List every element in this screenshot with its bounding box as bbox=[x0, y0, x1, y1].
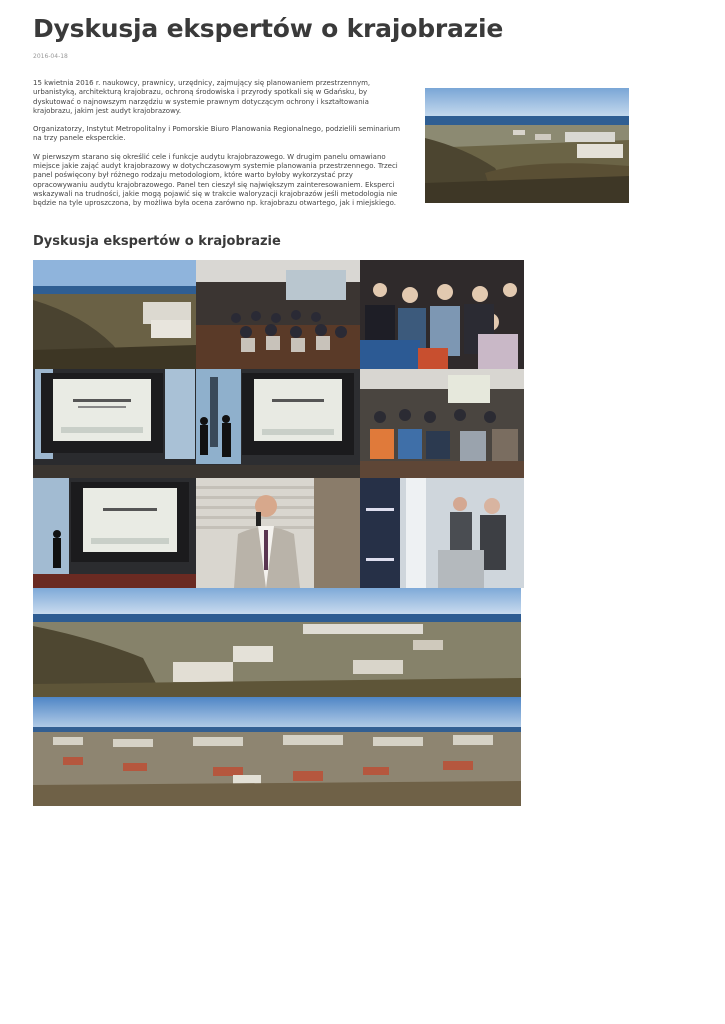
article-paragraph: W pierwszym starano się określić cele i funkcje audytu krajobrazowego. W drugim panelu omawiano miejsce jakie zająć audyt krajobrazowy w dotychczasowym systemie planowania przestrzennego. Trzeci panel poświęcony był różnego rodzaju metodologiom, które warto byłoby wykorzystać przy opracowywaniu audytu krajobrazowego. Panel ten cieszył się największym zainteresowaniem. Eksperci wskazywali na trudności, jakie mogą pojawić się w trakcie waloryzacji krajobrazów jeśli metodologia nie będzie na tyle uproszczona, by możliwa była ocena zarówno np. krajobrazu otwartego, jak i miejskiego. bbox=[33, 152, 398, 208]
gallery-photo[interactable] bbox=[33, 260, 196, 369]
article-paragraph: 15 kwietnia 2016 r. naukowcy, prawnicy, urzędnicy, zajmujący się planowaniem przestrzennym, urbanistyką, architekturą krajobrazu, ochroną środowiska i przyrody spotkali się w Gdańsku, by dyskutować o najnowszym narzędziu w systemie prawnym dotyczącym ochrony i kształtowania krajobrazu, jakim jest audyt krajobrazowy. bbox=[33, 79, 371, 115]
photo-gallery bbox=[33, 260, 524, 806]
gallery-photo[interactable] bbox=[196, 260, 360, 369]
article-title: Dyskusja ekspertów o krajobrazie bbox=[33, 14, 504, 43]
feature-photo-landscape[interactable] bbox=[425, 88, 629, 203]
gallery-photo[interactable] bbox=[33, 588, 521, 697]
gallery-photo[interactable] bbox=[33, 478, 196, 588]
gallery-photo[interactable] bbox=[360, 369, 524, 478]
gallery-photo[interactable] bbox=[196, 478, 360, 588]
gallery-photo[interactable] bbox=[33, 697, 521, 806]
gallery-photo[interactable] bbox=[360, 478, 524, 588]
gallery-photo[interactable] bbox=[33, 369, 196, 478]
article-paragraph: Organizatorzy, Instytut Metropolitalny i Pomorskie Biuro Planowania Regionalnego, podzielili seminarium na trzy panele eksperckie. bbox=[33, 125, 401, 143]
gallery-photo[interactable] bbox=[196, 369, 360, 478]
article-body bbox=[33, 79, 405, 218]
article-date: 2016-04-18 bbox=[33, 53, 68, 60]
gallery-heading: Dyskusja ekspertów o krajobrazie bbox=[33, 234, 281, 249]
gallery-photo[interactable] bbox=[360, 260, 524, 369]
